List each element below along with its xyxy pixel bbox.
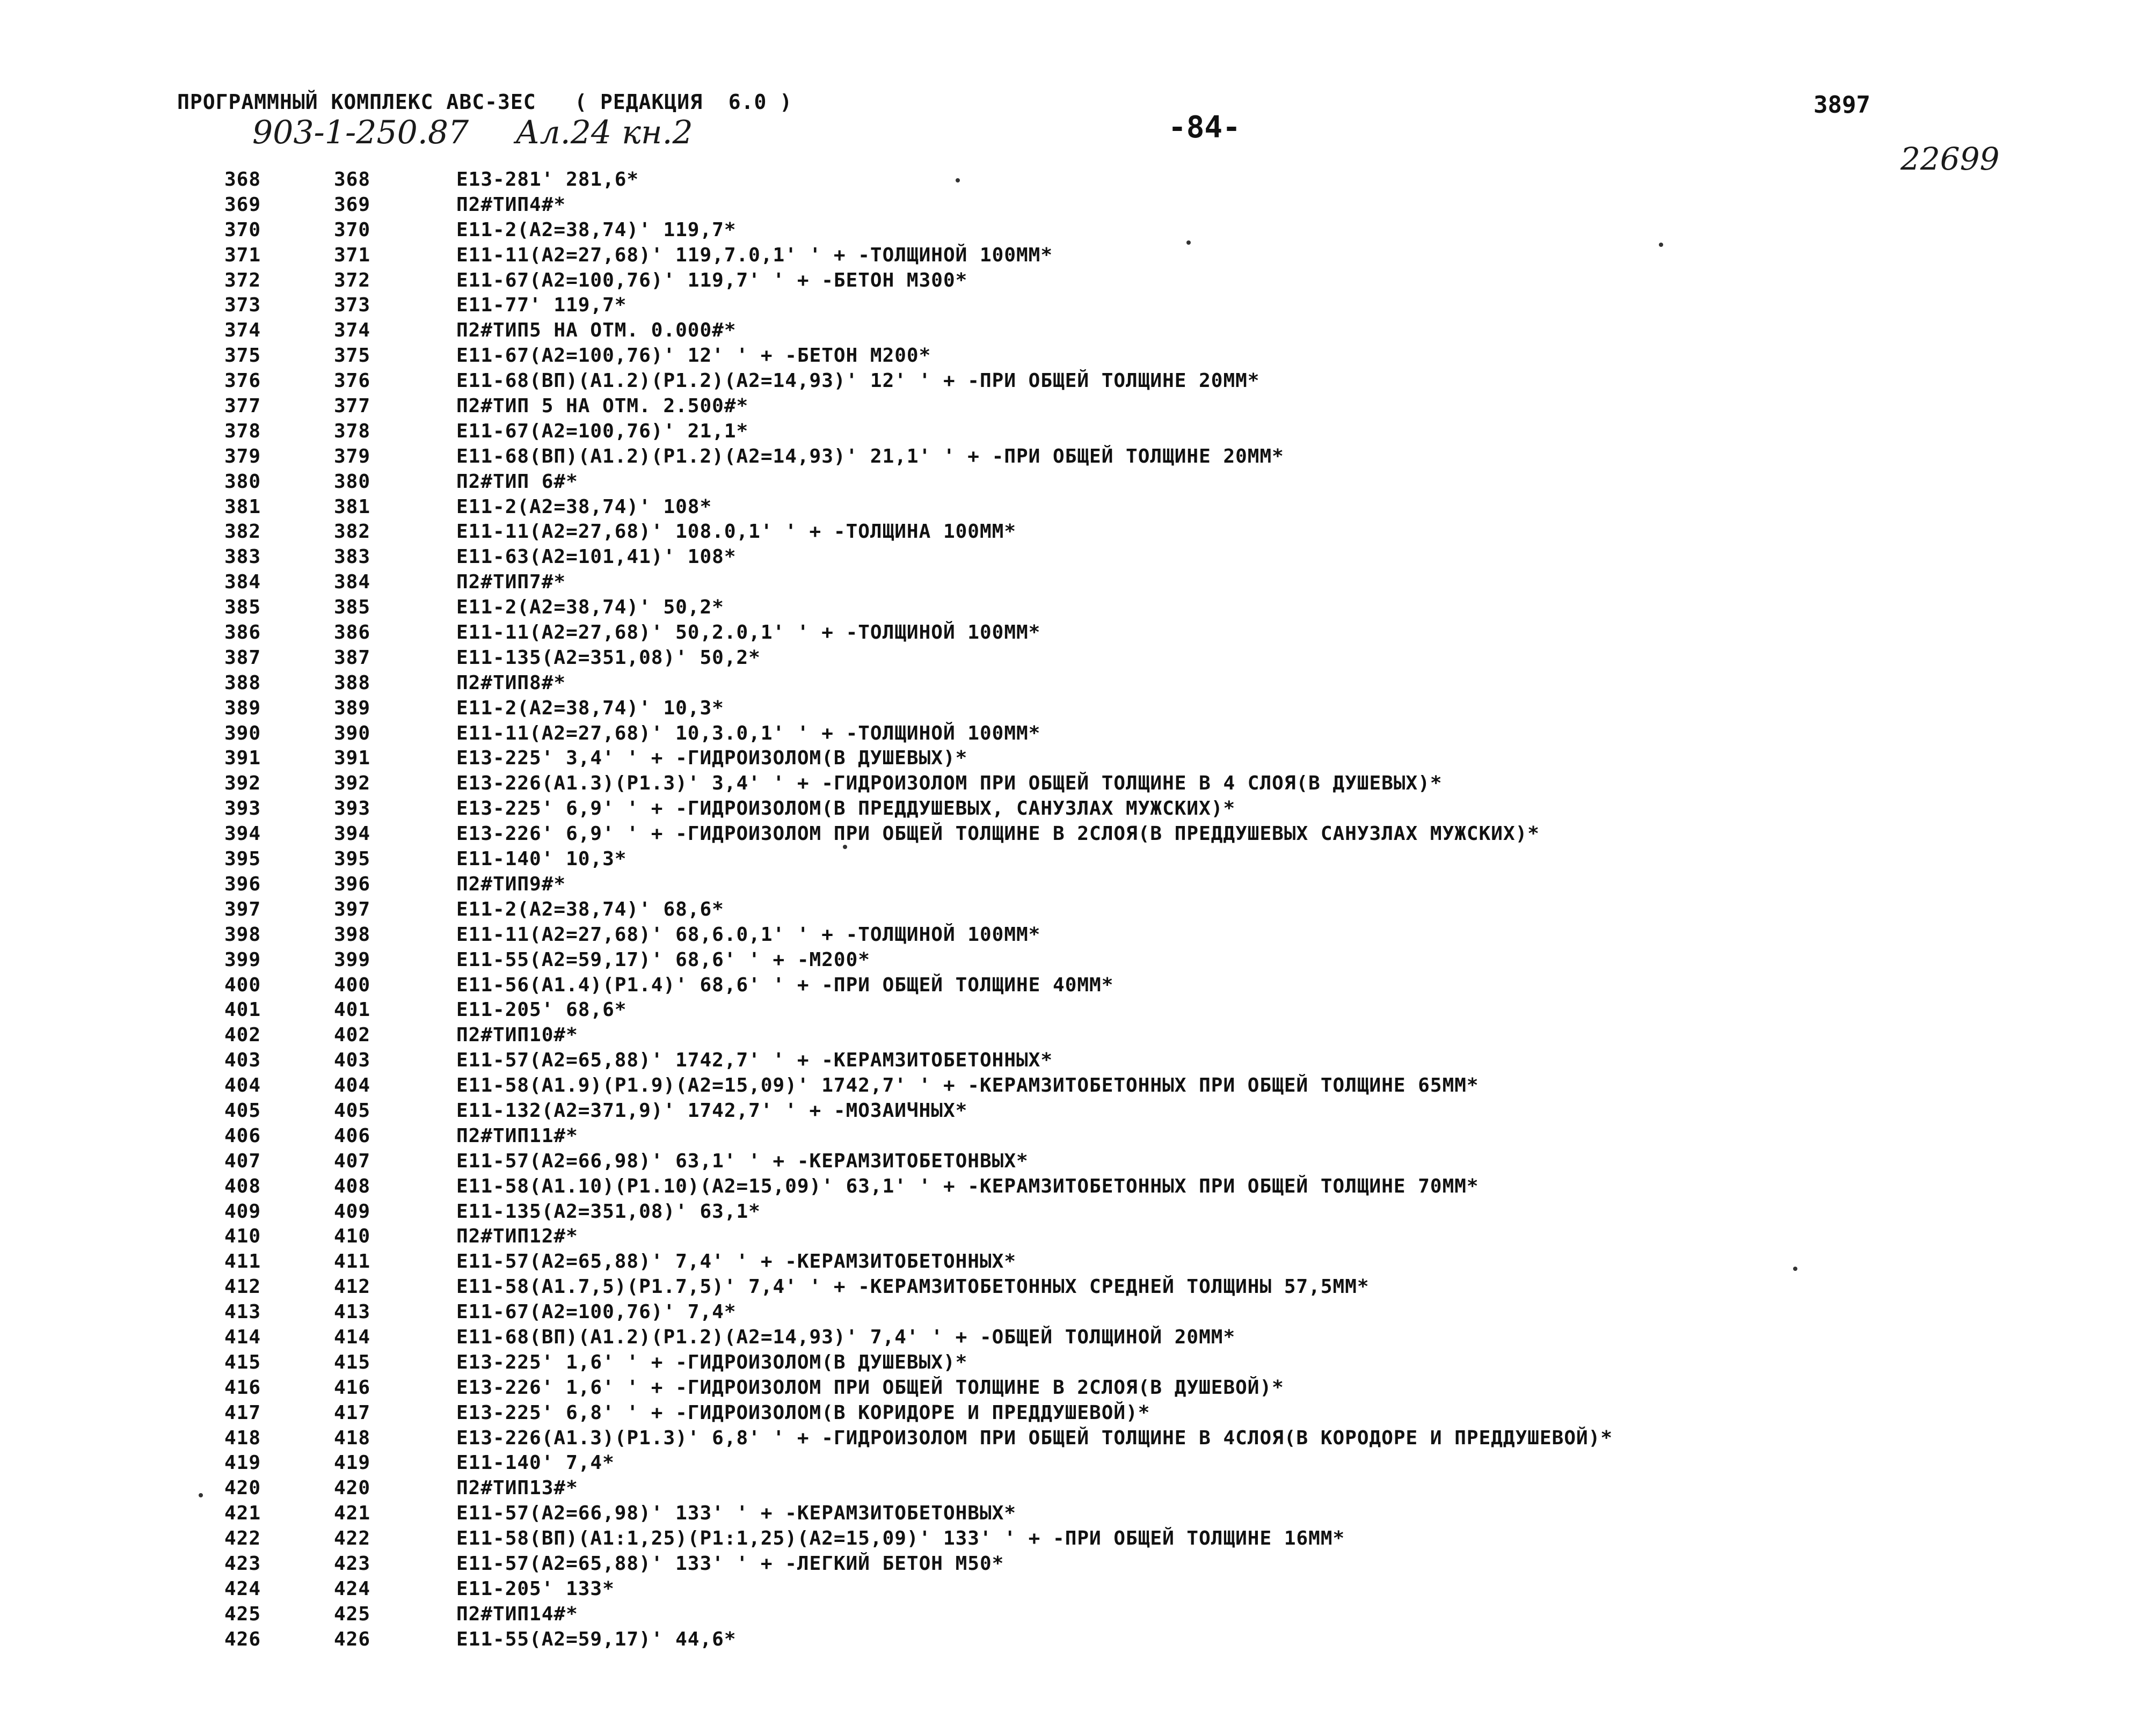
output-line-number: 382 <box>334 521 371 543</box>
output-line-number: 384 <box>334 571 371 594</box>
listing-row <box>0 570 2156 595</box>
listing-row <box>0 1099 2156 1124</box>
listing-row <box>0 1350 2156 1376</box>
listing-row <box>0 419 2156 444</box>
row-text: Е11-77' 119,7* <box>456 294 627 317</box>
row-text: П2#ТИП9#* <box>456 873 566 895</box>
source-line-number: 377 <box>224 395 261 418</box>
source-line-number: 403 <box>224 1049 261 1072</box>
listing-row <box>0 1376 2156 1401</box>
source-line-number: 385 <box>224 596 261 619</box>
listing-row <box>0 973 2156 998</box>
row-text: Е11-67(А2=100,76)' 12' ' + -БЕТОН М200* <box>456 345 931 367</box>
output-line-number: 417 <box>334 1401 371 1424</box>
listing-row <box>0 1224 2156 1249</box>
listing-row <box>0 193 2156 218</box>
source-line-number: 390 <box>224 722 261 744</box>
source-line-number: 394 <box>224 823 261 845</box>
source-line-number: 369 <box>224 193 261 216</box>
scan-speck <box>843 845 847 849</box>
row-text: Е11-56(А1.4)(Р1.4)' 68,6' ' + -ПРИ ОБЩЕЙ ТОЛЩИНЕ 40ММ* <box>456 974 1114 996</box>
source-line-number: 384 <box>224 571 261 594</box>
listing-row <box>0 394 2156 419</box>
source-line-number: 386 <box>224 621 261 644</box>
scan-speck <box>1793 1267 1797 1271</box>
source-line-number: 418 <box>224 1427 261 1449</box>
output-line-number: 393 <box>334 798 371 820</box>
row-text: Е11-57(А2=65,88)' 133' ' + -ЛЕГКИЙ БЕТОН М50* <box>456 1552 1004 1575</box>
row-text: Е11-58(А1.7,5)(Р1.7,5)' 7,4' ' + -КЕРАМЗИТОБЕТОННЫХ СРЕДНЕЙ ТОЛЩИНЫ 57,5ММ* <box>456 1276 1370 1298</box>
listing-row <box>0 470 2156 495</box>
listing-row <box>0 1023 2156 1048</box>
output-line-number: 405 <box>334 1099 371 1122</box>
source-line-number: 421 <box>224 1502 261 1525</box>
output-line-number: 376 <box>334 370 371 392</box>
source-line-number: 401 <box>224 999 261 1021</box>
row-text: Е13-225' 3,4' ' + -ГИДРОИЗОЛОМ(В ДУШЕВЫХ)* <box>456 747 968 770</box>
listing-row <box>0 1426 2156 1451</box>
listing-row <box>0 948 2156 973</box>
source-line-number: 397 <box>224 898 261 920</box>
source-line-number: 374 <box>224 319 261 342</box>
row-text: П2#ТИП8#* <box>456 671 566 694</box>
listing-row <box>0 318 2156 343</box>
listing-row <box>0 1275 2156 1300</box>
row-text: Е11-135(А2=351,08)' 50,2* <box>456 646 761 669</box>
row-text: Е11-68(ВП)(А1.2)(Р1.2)(А2=14,93)' 12' ' + -ПРИ ОБЩЕЙ ТОЛЩИНЕ 20ММ* <box>456 370 1260 392</box>
source-line-number: 404 <box>224 1074 261 1097</box>
row-text: Е13-226(А1.3)(Р1.3)' 6,8' ' + -ГИДРОИЗОЛОМ ПРИ ОБЩЕЙ ТОЛЩИНЕ В 4СЛОЯ(В КОРОДОРЕ И ПРЕДДУШЕВОЙ)* <box>456 1427 1613 1449</box>
output-line-number: 370 <box>334 218 371 241</box>
output-line-number: 399 <box>334 948 371 971</box>
row-text: Е11-67(А2=100,76)' 21,1* <box>456 420 749 442</box>
row-text: Е11-2(А2=38,74)' 10,3* <box>456 697 724 719</box>
source-line-number: 373 <box>224 294 261 317</box>
source-line-number: 413 <box>224 1301 261 1324</box>
row-text: Е11-132(А2=371,9)' 1742,7' ' + -МОЗАИЧНЫХ* <box>456 1099 968 1122</box>
listing-row <box>0 1552 2156 1577</box>
output-line-number: 413 <box>334 1301 371 1324</box>
row-text: Е11-2(А2=38,74)' 119,7* <box>456 218 737 241</box>
output-line-number: 418 <box>334 1427 371 1449</box>
listing-row <box>0 1501 2156 1526</box>
row-text: Е13-225' 6,9' ' + -ГИДРОИЗОЛОМ(В ПРЕДДУШЕВЫХ, САНУЗЛАХ МУЖСКИХ)* <box>456 798 1236 820</box>
output-line-number: 410 <box>334 1225 371 1248</box>
output-line-number: 406 <box>334 1124 371 1147</box>
listing-row <box>0 1300 2156 1325</box>
output-line-number: 388 <box>334 671 371 694</box>
page-number: -84- <box>1168 110 1241 145</box>
scan-speck <box>1186 240 1191 245</box>
listing-row <box>0 268 2156 294</box>
listing-row <box>0 646 2156 671</box>
source-line-number: 379 <box>224 445 261 467</box>
output-line-number: 414 <box>334 1326 371 1348</box>
output-line-number: 368 <box>334 169 371 191</box>
row-text: Е13-281' 281,6* <box>456 169 639 191</box>
source-line-number: 380 <box>224 470 261 493</box>
listing-row <box>0 872 2156 897</box>
listing-row <box>0 167 2156 193</box>
output-line-number: 373 <box>334 294 371 317</box>
output-line-number: 407 <box>334 1150 371 1172</box>
row-text: Е11-67(А2=100,76)' 119,7' ' + -БЕТОН М300* <box>456 269 968 291</box>
row-text: П2#ТИП4#* <box>456 193 566 216</box>
row-text: Е13-226' 1,6' ' + -ГИДРОИЗОЛОМ ПРИ ОБЩЕЙ ТОЛЩИНЕ В 2СЛОЯ(В ДУШЕВОЙ)* <box>456 1376 1284 1399</box>
row-text: П2#ТИП13#* <box>456 1477 578 1500</box>
source-line-number: 371 <box>224 244 261 266</box>
output-line-number: 396 <box>334 873 371 895</box>
output-line-number: 402 <box>334 1024 371 1047</box>
output-line-number: 420 <box>334 1477 371 1500</box>
source-line-number: 389 <box>224 697 261 719</box>
source-line-number: 410 <box>224 1225 261 1248</box>
source-line-number: 406 <box>224 1124 261 1147</box>
listing-row <box>0 495 2156 520</box>
listing-row <box>0 520 2156 545</box>
output-line-number: 426 <box>334 1628 371 1650</box>
source-line-number: 414 <box>224 1326 261 1348</box>
output-line-number: 415 <box>334 1351 371 1373</box>
source-line-number: 417 <box>224 1401 261 1424</box>
source-line-number: 382 <box>224 521 261 543</box>
source-line-number: 372 <box>224 269 261 291</box>
source-line-number: 423 <box>224 1552 261 1575</box>
output-line-number: 377 <box>334 395 371 418</box>
row-text: П2#ТИП 6#* <box>456 470 578 493</box>
row-text: Е11-11(А2=27,68)' 50,2.0,1' ' + -ТОЛЩИНОЙ 100ММ* <box>456 621 1041 644</box>
row-text: П2#ТИП12#* <box>456 1225 578 1248</box>
listing-row <box>0 1325 2156 1350</box>
source-line-number: 426 <box>224 1628 261 1650</box>
output-line-number: 372 <box>334 269 371 291</box>
listing-row <box>0 545 2156 570</box>
listing-row <box>0 595 2156 620</box>
listing-row <box>0 1149 2156 1174</box>
row-text: Е11-140' 7,4* <box>456 1452 615 1474</box>
listing-row <box>0 369 2156 394</box>
source-line-number: 383 <box>224 546 261 568</box>
output-line-number: 404 <box>334 1074 371 1097</box>
row-text: П2#ТИП14#* <box>456 1603 578 1625</box>
listing-row <box>0 796 2156 822</box>
sheet-number: 3897 <box>1813 91 1870 119</box>
row-text: Е11-57(А2=66,98)' 63,1' ' + -КЕРАМЗИТОБЕТОНВЫХ* <box>456 1150 1029 1172</box>
row-text: П2#ТИП10#* <box>456 1024 578 1047</box>
row-text: Е13-225' 1,6' ' + -ГИДРОИЗОЛОМ(В ДУШЕВЫХ)* <box>456 1351 968 1373</box>
output-line-number: 374 <box>334 319 371 342</box>
handwritten-album-ref: Ал.24 кн.2 <box>515 114 693 151</box>
output-line-number: 416 <box>334 1376 371 1399</box>
row-text: Е11-140' 10,3* <box>456 848 627 871</box>
row-text: Е11-63(А2=101,41)' 108* <box>456 546 737 568</box>
row-text: П2#ТИП 5 НА ОТМ. 2.500#* <box>456 395 749 418</box>
source-line-number: 388 <box>224 671 261 694</box>
source-line-number: 399 <box>224 948 261 971</box>
scan-speck <box>1659 243 1663 247</box>
handwritten-ref-number: 22699 <box>1900 141 2000 177</box>
source-line-number: 409 <box>224 1200 261 1223</box>
output-line-number: 383 <box>334 546 371 568</box>
row-text: Е11-55(А2=59,17)' 68,6' ' + -М200* <box>456 948 870 971</box>
listing-row <box>0 343 2156 369</box>
source-line-number: 412 <box>224 1276 261 1298</box>
listing-row <box>0 923 2156 948</box>
source-line-number: 408 <box>224 1175 261 1197</box>
listing-row <box>0 1602 2156 1627</box>
output-line-number: 401 <box>334 999 371 1021</box>
row-text: Е11-205' 133* <box>456 1577 615 1600</box>
source-line-number: 378 <box>224 420 261 442</box>
scan-speck <box>199 1493 203 1497</box>
row-text: Е13-225' 6,8' ' + -ГИДРОИЗОЛОМ(В КОРИДОРЕ И ПРЕДДУШЕВОЙ)* <box>456 1401 1150 1424</box>
listing-row <box>0 1249 2156 1275</box>
source-line-number: 393 <box>224 798 261 820</box>
source-line-number: 424 <box>224 1577 261 1600</box>
listing-row <box>0 444 2156 470</box>
listing-row <box>0 1451 2156 1476</box>
output-line-number: 409 <box>334 1200 371 1223</box>
row-text: Е11-11(А2=27,68)' 119,7.0,1' ' + -ТОЛЩИНОЙ 100ММ* <box>456 244 1053 266</box>
source-line-number: 411 <box>224 1251 261 1273</box>
output-line-number: 380 <box>334 470 371 493</box>
listing-row <box>0 293 2156 318</box>
output-line-number: 375 <box>334 345 371 367</box>
output-line-number: 419 <box>334 1452 371 1474</box>
row-text: Е13-226' 6,9' ' + -ГИДРОИЗОЛОМ ПРИ ОБЩЕЙ ТОЛЩИНЕ В 2СЛОЯ(В ПРЕДДУШЕВЫХ САНУЗЛАХ МУЖСКИХ)* <box>456 823 1540 845</box>
row-text: Е11-58(А1.10)(Р1.10)(А2=15,09)' 63,1' ' + -КЕРАМЗИТОБЕТОННЫХ ПРИ ОБЩЕЙ ТОЛЩИНЕ 70ММ* <box>456 1175 1479 1197</box>
output-line-number: 411 <box>334 1251 371 1273</box>
output-line-number: 424 <box>334 1577 371 1600</box>
listing-row <box>0 1401 2156 1426</box>
row-text: Е11-67(А2=100,76)' 7,4* <box>456 1301 737 1324</box>
row-text: Е11-57(А2=65,88)' 1742,7' ' + -КЕРАМЗИТОБЕТОННЫХ* <box>456 1049 1053 1072</box>
source-line-number: 415 <box>224 1351 261 1373</box>
row-text: Е11-58(ВП)(А1:1,25)(Р1:1,25)(А2=15,09)' 133' ' + -ПРИ ОБЩЕЙ ТОЛЩИНЕ 16ММ* <box>456 1527 1345 1550</box>
listing-row <box>0 1174 2156 1200</box>
handwritten-doc-number: 903-1-250.87 <box>252 114 469 151</box>
listing-row <box>0 243 2156 268</box>
output-line-number: 389 <box>334 697 371 719</box>
listing-row <box>0 1048 2156 1073</box>
program-header: ПРОГРАММНЫЙ КОМПЛЕКС ABC-3EC ( РЕДАКЦИЯ 6.0 ) <box>177 90 793 114</box>
listing-rows <box>0 167 2156 1652</box>
listing-row <box>0 998 2156 1023</box>
output-line-number: 385 <box>334 596 371 619</box>
output-line-number: 392 <box>334 772 371 795</box>
source-line-number: 395 <box>224 848 261 871</box>
listing-row <box>0 671 2156 696</box>
listing-row <box>0 696 2156 721</box>
source-line-number: 387 <box>224 646 261 669</box>
output-line-number: 369 <box>334 193 371 216</box>
source-line-number: 368 <box>224 169 261 191</box>
listing-row <box>0 746 2156 771</box>
listing-row <box>0 771 2156 796</box>
source-line-number: 407 <box>224 1150 261 1172</box>
row-text: П2#ТИП5 НА ОТМ. 0.000#* <box>456 319 737 342</box>
listing-row <box>0 1476 2156 1501</box>
listing-row <box>0 1073 2156 1099</box>
output-line-number: 412 <box>334 1276 371 1298</box>
listing-row <box>0 1200 2156 1225</box>
source-line-number: 398 <box>224 923 261 946</box>
row-text: Е11-205' 68,6* <box>456 999 627 1021</box>
output-line-number: 371 <box>334 244 371 266</box>
source-line-number: 392 <box>224 772 261 795</box>
source-line-number: 422 <box>224 1527 261 1550</box>
row-text: Е11-11(А2=27,68)' 10,3.0,1' ' + -ТОЛЩИНОЙ 100ММ* <box>456 722 1041 744</box>
source-line-number: 420 <box>224 1477 261 1500</box>
output-line-number: 425 <box>334 1603 371 1625</box>
source-line-number: 391 <box>224 747 261 770</box>
source-line-number: 419 <box>224 1452 261 1474</box>
row-text: Е11-135(А2=351,08)' 63,1* <box>456 1200 761 1223</box>
listing-row <box>0 620 2156 646</box>
row-text: Е13-226(А1.3)(Р1.3)' 3,4' ' + -ГИДРОИЗОЛОМ ПРИ ОБЩЕЙ ТОЛЩИНЕ В 4 СЛОЯ(В ДУШЕВЫХ)* <box>456 772 1443 795</box>
source-line-number: 370 <box>224 218 261 241</box>
output-line-number: 423 <box>334 1552 371 1575</box>
source-line-number: 381 <box>224 495 261 518</box>
listing-row <box>0 897 2156 923</box>
output-line-number: 381 <box>334 495 371 518</box>
row-text: Е11-57(А2=66,98)' 133' ' + -КЕРАМЗИТОБЕТОНВЫХ* <box>456 1502 1016 1525</box>
listing-row <box>0 822 2156 847</box>
output-line-number: 387 <box>334 646 371 669</box>
source-line-number: 416 <box>224 1376 261 1399</box>
listing-row <box>0 1577 2156 1602</box>
source-line-number: 396 <box>224 873 261 895</box>
output-line-number: 422 <box>334 1527 371 1550</box>
output-line-number: 378 <box>334 420 371 442</box>
listing-row <box>0 1526 2156 1552</box>
source-line-number: 376 <box>224 370 261 392</box>
listing-row <box>0 218 2156 243</box>
listing-row <box>0 721 2156 747</box>
output-line-number: 397 <box>334 898 371 920</box>
source-line-number: 400 <box>224 974 261 996</box>
row-text: Е11-57(А2=65,88)' 7,4' ' + -КЕРАМЗИТОБЕТОННЫХ* <box>456 1251 1016 1273</box>
listing-row <box>0 1124 2156 1149</box>
source-line-number: 375 <box>224 345 261 367</box>
output-line-number: 390 <box>334 722 371 744</box>
output-line-number: 395 <box>334 848 371 871</box>
row-text: Е11-2(А2=38,74)' 50,2* <box>456 596 724 619</box>
row-text: Е11-2(А2=38,74)' 68,6* <box>456 898 724 920</box>
source-line-number: 405 <box>224 1099 261 1122</box>
output-line-number: 403 <box>334 1049 371 1072</box>
row-text: Е11-68(ВП)(А1.2)(Р1.2)(А2=14,93)' 21,1' ' + -ПРИ ОБЩЕЙ ТОЛЩИНЕ 20ММ* <box>456 445 1284 467</box>
row-text: Е11-11(А2=27,68)' 68,6.0,1' ' + -ТОЛЩИНОЙ 100ММ* <box>456 923 1041 946</box>
row-text: Е11-11(А2=27,68)' 108.0,1' ' + -ТОЛЩИНА 100ММ* <box>456 521 1016 543</box>
row-text: П2#ТИП7#* <box>456 571 566 594</box>
row-text: Е11-55(А2=59,17)' 44,6* <box>456 1628 737 1650</box>
output-line-number: 408 <box>334 1175 371 1197</box>
listing-row <box>0 847 2156 872</box>
output-line-number: 398 <box>334 923 371 946</box>
row-text: Е11-2(А2=38,74)' 108* <box>456 495 712 518</box>
listing-row <box>0 1627 2156 1652</box>
output-line-number: 394 <box>334 823 371 845</box>
output-line-number: 421 <box>334 1502 371 1525</box>
row-text: П2#ТИП11#* <box>456 1124 578 1147</box>
source-line-number: 425 <box>224 1603 261 1625</box>
output-line-number: 379 <box>334 445 371 467</box>
output-line-number: 391 <box>334 747 371 770</box>
output-line-number: 400 <box>334 974 371 996</box>
source-line-number: 402 <box>224 1024 261 1047</box>
row-text: Е11-58(А1.9)(Р1.9)(А2=15,09)' 1742,7' ' + -КЕРАМЗИТОБЕТОННЫХ ПРИ ОБЩЕЙ ТОЛЩИНЕ 65ММ* <box>456 1074 1479 1097</box>
row-text: Е11-68(ВП)(А1.2)(Р1.2)(А2=14,93)' 7,4' ' + -ОБЩЕЙ ТОЛЩИНОЙ 20ММ* <box>456 1326 1236 1348</box>
scan-speck <box>956 178 960 182</box>
output-line-number: 386 <box>334 621 371 644</box>
